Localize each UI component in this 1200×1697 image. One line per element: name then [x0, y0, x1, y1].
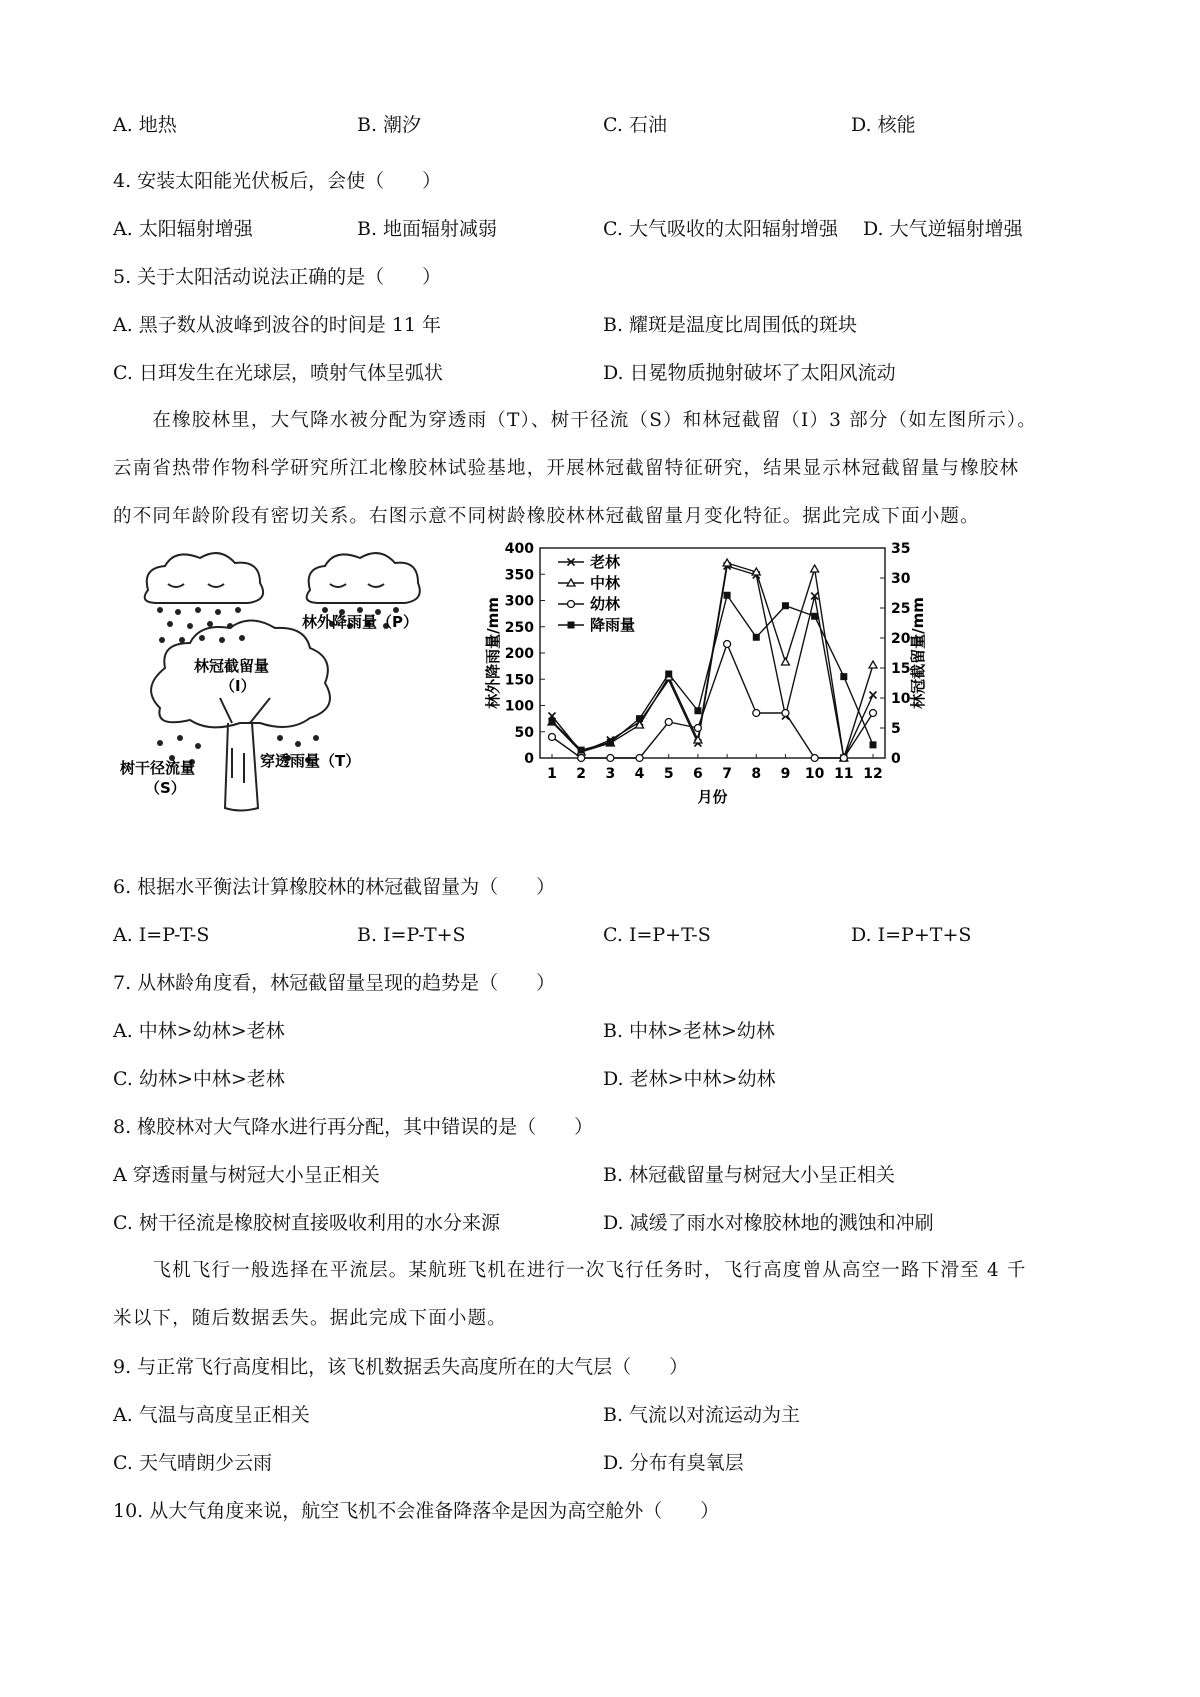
data-point-2: [694, 725, 701, 732]
label-outside-rainfall: 林外降雨量（P）: [302, 613, 418, 631]
question-8-stem: 8. 橡胶林对大气降水进行再分配，其中错误的是（ ）: [113, 1116, 594, 1138]
legend-marker: [568, 601, 575, 608]
legend-label: 中林: [590, 574, 621, 592]
y-left-tick-label: 150: [504, 672, 534, 689]
data-point-3: [694, 707, 701, 714]
data-point-2: [811, 755, 818, 762]
x-tick-label: 5: [663, 766, 674, 782]
x-tick-label: 9: [780, 766, 791, 782]
q8-option-b: B. 林冠截留量与树冠大小呈正相关: [603, 1164, 896, 1186]
data-point-3: [811, 613, 818, 620]
passage2-line1: 飞机飞行一般选择在平流层。某航班飞机在进行一次飞行任务时，飞行高度曾从高空一路下滑至 4 千: [113, 1260, 1027, 1281]
figure: [120, 541, 927, 878]
tree-trunk: [225, 723, 258, 811]
q9-option-a: A. 气温与高度呈正相关: [113, 1404, 310, 1426]
data-point-2: [870, 710, 877, 717]
data-point-3: [578, 747, 585, 754]
q6-option-b: B. I=P-T+S: [357, 924, 466, 946]
x-tick-label: 1: [547, 766, 557, 782]
q5-option-d: D. 日冕物质抛射破坏了太阳风流动: [603, 362, 896, 384]
label-canopy-interception: 林冠截留量: [194, 657, 270, 675]
label-stemflow-symbol: （S）: [145, 779, 186, 797]
y-left-tick-label: 100: [504, 698, 534, 715]
q8-option-c: C. 树干径流是橡胶树直接吸收利用的水分来源: [113, 1212, 500, 1234]
y-left-tick-label: 250: [504, 619, 534, 636]
data-point-0: [870, 692, 877, 699]
x-tick-label: 10: [804, 766, 825, 782]
option-b: B. 潮汐: [357, 114, 422, 136]
x-tick-label: 4: [634, 766, 645, 782]
x-tick-label: 12: [863, 766, 883, 782]
data-point-2: [636, 755, 643, 762]
legend-label: 老林: [590, 553, 621, 571]
q4-option-c: C. 大气吸收的太阳辐射增强: [603, 218, 838, 240]
data-point-3: [549, 718, 556, 725]
y-right-tick-label: 0: [891, 751, 901, 767]
data-point-3: [840, 673, 847, 680]
y-right-tick-label: 25: [891, 601, 911, 617]
x-tick-label: 2: [576, 766, 587, 782]
y-left-tick-label: 350: [504, 567, 534, 584]
data-point-2: [549, 734, 556, 741]
q6-option-d: D. I=P+T+S: [851, 924, 972, 946]
rainfall-interception-chart: [484, 541, 927, 806]
y-right-tick-label: 35: [891, 541, 911, 557]
data-point-2: [753, 710, 760, 717]
q4-option-b: B. 地面辐射减弱: [357, 218, 498, 240]
cloud-icon: [145, 553, 263, 603]
question-7-stem: 7. 从林龄角度看，林冠截留量呈现的趋势是（ ）: [113, 972, 556, 994]
y-left-tick-label: 0: [524, 751, 534, 767]
y-left-tick-label: 400: [504, 541, 534, 557]
q7-option-c: C. 幼林>中林>老林: [113, 1068, 285, 1090]
data-point-2: [607, 755, 614, 762]
data-point-3: [724, 592, 731, 599]
q7-option-a: A. 中林>幼林>老林: [113, 1020, 285, 1042]
data-point-2: [782, 710, 789, 717]
y-right-tick-label: 30: [891, 571, 911, 587]
passage2-line2: 米以下，随后数据丢失。据此完成下面小题。: [113, 1308, 508, 1329]
series-line-1: [552, 563, 873, 758]
q7-option-d: D. 老林>中林>幼林: [603, 1068, 776, 1090]
data-point-3: [870, 741, 877, 748]
question-5-stem: 5. 关于太阳活动说法正确的是（ ）: [113, 266, 442, 288]
passage1-line2: 云南省热带作物科学研究所江北橡胶林试验基地，开展林冠截留特征研究，结果显示林冠截留量与橡胶林: [113, 458, 1020, 479]
legend-label: 幼林: [590, 595, 621, 613]
question-9-stem: 9. 与正常飞行高度相比，该飞机数据丢失高度所在的大气层（ ）: [113, 1356, 689, 1378]
q9-option-b: B. 气流以对流运动为主: [603, 1404, 801, 1426]
legend-marker: [568, 622, 575, 629]
x-tick-label: 8: [751, 766, 762, 782]
passage1-line3: 的不同年龄阶段有密切关系。右图示意不同树龄橡胶林林冠截留量月变化特征。据此完成下面小题。: [113, 506, 980, 527]
data-point-2: [578, 755, 585, 762]
data-point-3: [607, 739, 614, 746]
q5-option-a: A. 黑子数从波峰到波谷的时间是 11 年: [113, 314, 442, 336]
q4-option-d: D. 大气逆辐射增强: [863, 218, 1023, 240]
q7-option-b: B. 中林>老林>幼林: [603, 1020, 775, 1042]
q5-option-b: B. 耀斑是温度比周围低的斑块: [603, 314, 858, 336]
rain-drops: [157, 607, 245, 643]
data-point-1: [811, 565, 819, 572]
label-canopy-interception-symbol: （I）: [220, 677, 256, 695]
y-right-tick-label: 10: [891, 691, 911, 707]
option-a: A. 地热: [113, 114, 177, 136]
y-right-axis-label: 林冠截留量/mm: [909, 597, 927, 709]
data-point-3: [636, 715, 643, 722]
q6-option-c: C. I=P+T-S: [603, 924, 711, 946]
question-6-stem: 6. 根据水平衡法计算橡胶林的林冠截留量为（ ）: [113, 876, 556, 898]
q8-option-d: D. 减缓了雨水对橡胶林地的溅蚀和冲刷: [603, 1212, 934, 1234]
label-throughfall: 穿透雨量（T）: [260, 752, 361, 770]
passage1-line1: 在橡胶林里，大气降水被分配为穿透雨（T）、树干径流（S）和林冠截留（I）3 部分（如左图所示）。: [113, 410, 1037, 431]
option-c: C. 石油: [603, 114, 667, 136]
y-left-axis-label: 林外降雨量/mm: [484, 597, 502, 709]
q4-option-a: A. 太阳辐射增强: [113, 218, 253, 240]
y-left-tick-label: 50: [514, 724, 534, 741]
data-point-3: [753, 634, 760, 641]
q9-option-d: D. 分布有臭氧层: [603, 1452, 744, 1474]
y-left-tick-label: 300: [504, 593, 534, 610]
x-tick-label: 6: [693, 766, 703, 782]
figure-svg: [120, 541, 927, 878]
q8-option-a: A 穿透雨量与树冠大小呈正相关: [113, 1164, 380, 1186]
series-line-2: [552, 644, 873, 758]
data-point-2: [724, 641, 731, 648]
question-10-stem: 10. 从大气角度来说，航空飞机不会准备降落伞是因为高空舱外（ ）: [113, 1500, 720, 1522]
data-point-1: [869, 661, 877, 668]
data-point-3: [782, 602, 789, 609]
label-stemflow: 树干径流量: [120, 759, 196, 777]
x-axis-label: 月份: [697, 788, 728, 806]
y-left-tick-label: 200: [504, 646, 534, 662]
x-tick-label: 3: [605, 766, 616, 782]
data-point-2: [840, 755, 847, 762]
y-right-tick-label: 5: [891, 721, 901, 737]
y-right-tick-label: 15: [891, 661, 911, 677]
x-tick-label: 7: [722, 766, 732, 782]
q5-option-c: C. 日珥发生在光球层，喷射气体呈弧状: [113, 362, 443, 384]
data-point-2: [665, 719, 672, 726]
data-point-1: [781, 658, 789, 665]
legend-label: 降雨量: [590, 616, 636, 634]
cloud-icon: [307, 553, 420, 603]
x-tick-label: 11: [834, 766, 854, 782]
q6-option-a: A. I=P-T-S: [113, 924, 210, 946]
q9-option-c: C. 天气晴朗少云雨: [113, 1452, 272, 1474]
data-point-3: [665, 671, 672, 678]
option-d: D. 核能: [851, 114, 916, 136]
y-right-tick-label: 20: [891, 631, 911, 647]
question-4-stem: 4. 安装太阳能光伏板后，会使（ ）: [113, 170, 442, 192]
